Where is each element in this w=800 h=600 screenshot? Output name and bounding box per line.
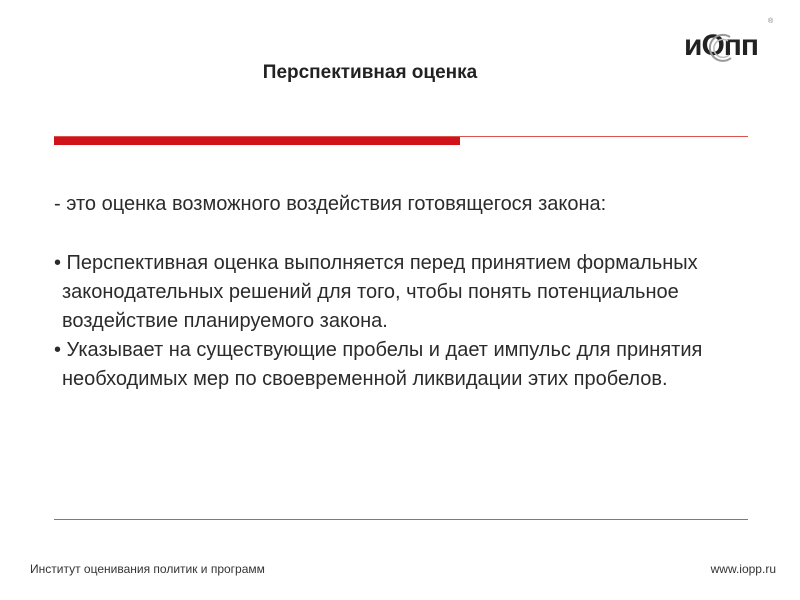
definition-text: - это оценка возможного воздействия готовящегося закона: bbox=[54, 193, 607, 215]
logo-text: иОпп bbox=[684, 29, 759, 62]
bullet-item: • Перспективная оценка выполняется перед принятием формальных законодательных решений для того, чтобы понять потенциальное воздействие планируемого закона. bbox=[54, 252, 698, 332]
bullet-item: • Указывает на существующие пробелы и дает импульс для принятия необходимых мер по своевременной ликвидации этих пробелов. bbox=[54, 339, 703, 390]
slide-body bbox=[52, 190, 742, 394]
logo-swoosh-icon bbox=[704, 30, 740, 66]
bottom-divider bbox=[54, 519, 748, 520]
top-divider-accent bbox=[54, 137, 460, 145]
iopp-logo bbox=[684, 18, 780, 66]
slide-title: Перспективная оценка bbox=[262, 62, 478, 83]
footer-website-link[interactable]: www.iopp.ru bbox=[710, 562, 776, 576]
footer-organization: Институт оценивания политик и программ bbox=[30, 562, 265, 576]
registered-mark: ® bbox=[768, 18, 774, 25]
